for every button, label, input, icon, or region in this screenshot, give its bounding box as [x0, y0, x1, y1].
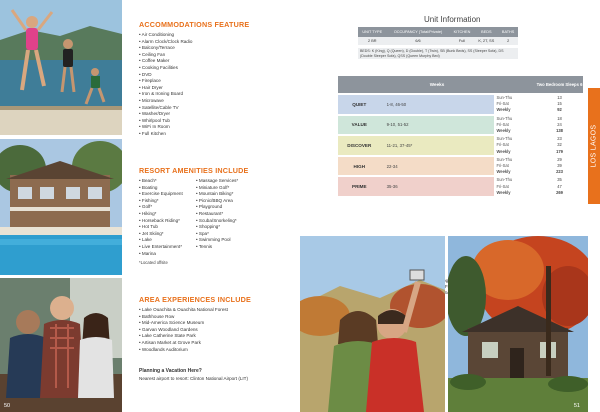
list-item: • Lake Ouachita & Ouachita National Forest — [139, 307, 289, 314]
season-name: DISCOVER — [347, 143, 372, 149]
unit-type-header: Two Bedroom Sleeps 6 — [536, 76, 583, 94]
season-row — [338, 135, 583, 156]
point-value: 47 — [557, 183, 562, 189]
list-item: • Mountain Biking* — [196, 191, 276, 198]
photo-family — [0, 278, 122, 412]
season-row — [338, 94, 583, 115]
season-name: VALUE — [351, 122, 367, 128]
list-item: • Tennis — [196, 244, 276, 251]
list-item: • Ceiling Fan — [139, 52, 289, 59]
day-type-label: Sun-Thu — [496, 156, 513, 162]
rates-header-row — [338, 76, 583, 94]
season-name: PRIME — [352, 184, 367, 190]
point-values — [536, 115, 583, 136]
list-item: • Playground — [196, 204, 276, 211]
list-item: • Scuba/Snorkeling* — [196, 218, 276, 225]
list-item: • Hiking* — [139, 211, 199, 218]
right-page — [300, 0, 600, 412]
day-types — [494, 135, 537, 156]
day-type-label: Sun-Thu — [496, 136, 513, 142]
list-item: • Live Entertainment* — [139, 244, 199, 251]
list-item: • Satellite/Cable TV — [139, 105, 289, 112]
list-item: • Swimming Pool — [196, 237, 276, 244]
list-item: • Mid-America Science Museum — [139, 320, 289, 327]
point-value: 269 — [556, 189, 563, 195]
planning-text: Nearest airport to resort: Clinton National Airport (LIT) — [139, 376, 249, 381]
list-item: • Beach* — [139, 178, 199, 185]
day-type-label: Fri-Sat — [496, 142, 509, 148]
amenities-list-col1 — [139, 178, 199, 257]
point-value: 35 — [557, 177, 562, 183]
weeks-header: Weeks — [338, 76, 536, 94]
season-weeks: 22-34 — [386, 163, 398, 169]
season-row — [338, 176, 583, 196]
unit-info-cell: 6/6 — [387, 37, 450, 45]
list-item: • Horseback Riding* — [139, 218, 199, 225]
day-types — [494, 176, 537, 196]
point-value: 18 — [557, 115, 562, 121]
season-name: QUIET — [352, 101, 367, 107]
season-name: HIGH — [353, 163, 366, 169]
list-item: • WiFi In Room — [139, 124, 289, 131]
point-value: 15 — [557, 101, 562, 107]
accommodations-heading: ACCOMMODATIONS FEATURE — [139, 20, 250, 29]
page-number-right: 51 — [573, 403, 580, 409]
point-value: 92 — [557, 107, 562, 113]
day-type-label: Fri-Sat — [496, 101, 509, 107]
page-number-left: 50 — [4, 403, 11, 409]
list-item: • Hot Tub — [139, 224, 199, 231]
list-item: • Fireplace — [139, 78, 289, 85]
unit-info-table — [358, 27, 518, 45]
point-value: 223 — [556, 169, 563, 175]
season-weeks: 1-8, 46-50 — [386, 101, 407, 107]
day-type-label: Sun-Thu — [496, 95, 513, 100]
point-value: 24 — [557, 121, 562, 127]
unit-info-cell: Full — [450, 37, 475, 45]
unit-info-cell: K, 2T, SS — [474, 37, 498, 45]
list-item: • Cooking Facilities — [139, 65, 289, 72]
point-values — [536, 176, 583, 196]
list-item: • Lake — [139, 237, 199, 244]
point-value: 13 — [557, 95, 562, 100]
day-type-label: Fri-Sat — [496, 121, 509, 127]
season-row — [338, 115, 583, 136]
reservation-line: login — [442, 278, 452, 283]
list-item: • Whirlpool Tub — [139, 118, 289, 125]
amenities-footnote: *Located offsite — [139, 260, 168, 265]
point-value: 23 — [557, 136, 562, 142]
day-types — [494, 94, 537, 115]
list-item: • Marina — [139, 251, 199, 258]
unit-info-column-header: OCCUPANCY (Total/Private) — [387, 27, 450, 37]
point-value: 29 — [557, 156, 562, 162]
list-item: • Full Kitchen — [139, 131, 289, 138]
day-type-label: Fri-Sat — [496, 183, 509, 189]
list-item: • Jet Skiing* — [139, 231, 199, 238]
unit-info-cell: 2 BR — [358, 37, 387, 45]
resort-amenities-heading: RESORT AMENITIES INCLUDE — [139, 166, 249, 175]
list-item: • Artisan Market at Grove Park — [139, 340, 289, 347]
point-value: 32 — [557, 142, 562, 148]
point-value: 39 — [557, 163, 562, 169]
list-item: • Woodlands Auditorium — [139, 347, 289, 354]
day-type-label: Weekly — [496, 169, 511, 175]
list-item: • Garvan Woodland Gardens — [139, 327, 289, 334]
list-item: • Massage Services* — [196, 178, 276, 185]
destination-side-tab — [588, 88, 600, 204]
season-weeks: 9-10, 51-52 — [386, 122, 409, 128]
list-item: • Alarm Clock/Clock Radio — [139, 39, 289, 46]
list-item: • Spa* — [196, 231, 276, 238]
list-item: • Coffee Maker — [139, 58, 289, 65]
list-item: • Miniature Golf* — [196, 185, 276, 192]
list-item: • Boating — [139, 185, 199, 192]
season-weeks: 11-21, 37-45* — [386, 143, 413, 149]
point-values — [536, 94, 583, 115]
side-tab-label: LOS LAGOS — [590, 124, 598, 168]
day-types — [494, 115, 537, 136]
point-value: 179 — [556, 148, 563, 154]
list-item: • Hair Dryer — [139, 85, 289, 92]
day-type-label: Sun-Thu — [496, 115, 513, 121]
unit-info-cell: 2 — [498, 37, 518, 45]
list-item: • Bathhouse Row — [139, 314, 289, 321]
unit-info-data-row — [358, 37, 518, 45]
photo-resort-pool — [0, 139, 122, 275]
list-item: • Balcony/Terrace — [139, 45, 289, 52]
list-item: • DVD — [139, 72, 289, 79]
point-values — [536, 135, 583, 156]
unit-info-column-header: BATHS — [498, 27, 518, 37]
day-type-label: Weekly — [496, 189, 511, 195]
planning-title: Planning a Vacation Here? — [139, 368, 202, 374]
amenities-list-col2 — [196, 178, 276, 251]
photo-cabin-autumn-tree — [448, 236, 588, 412]
photo-kids-jumping-lake — [0, 0, 122, 135]
season-weeks: 35-36 — [386, 184, 398, 190]
list-item: • Shopping* — [196, 224, 276, 231]
list-item: • Fishing* — [139, 198, 199, 205]
area-experiences-heading: AREA EXPERIENCES INCLUDE — [139, 295, 251, 304]
photo-couple-selfie — [300, 236, 445, 412]
unit-info-column-header: UNIT TYPE — [358, 27, 387, 37]
day-type-label: Fri-Sat — [496, 163, 509, 169]
reservation-line: (Toll-Free): — [435, 284, 457, 290]
list-item: • Picnic/BBQ Area — [196, 198, 276, 205]
unit-beds-note: BEDS: K (King), Q (Queen), D (Double), T (Twin), SB (Bunk Beds), SS (Sleeper Sofa), DS (Double Sleeper Sofa), QSS (Queen Murphy Bed) — [358, 48, 518, 59]
day-types — [494, 156, 537, 177]
list-item: • Air Conditioning — [139, 32, 289, 39]
list-item: • Iron & Ironing Board — [139, 91, 289, 98]
season-row — [338, 156, 583, 177]
day-type-label: Weekly — [496, 148, 511, 154]
point-values — [536, 156, 583, 177]
list-item: • Washer/Dryer — [139, 111, 289, 118]
point-value: 138 — [556, 128, 563, 134]
list-item: • Microwave — [139, 98, 289, 105]
day-type-label: Sun-Thu — [496, 177, 513, 183]
unit-info-title: Unit Information — [424, 15, 481, 24]
area-experiences-list — [139, 307, 289, 353]
day-type-label: Weekly — [496, 128, 511, 134]
list-item: • Lake Catherine State Park — [139, 333, 289, 340]
reservation-line: USA — [440, 290, 450, 296]
list-item: • Golf* — [139, 204, 199, 211]
list-item: • Restaurant* — [196, 211, 276, 218]
day-type-label: Weekly — [496, 107, 511, 113]
unit-info-column-header: KITCHEN — [450, 27, 475, 37]
rates-table — [338, 76, 583, 196]
accommodations-list — [139, 32, 289, 138]
list-item: • Exercise Equipment — [139, 191, 199, 198]
unit-info-column-header: BEDS — [474, 27, 498, 37]
unit-info-header-row — [358, 27, 518, 37]
